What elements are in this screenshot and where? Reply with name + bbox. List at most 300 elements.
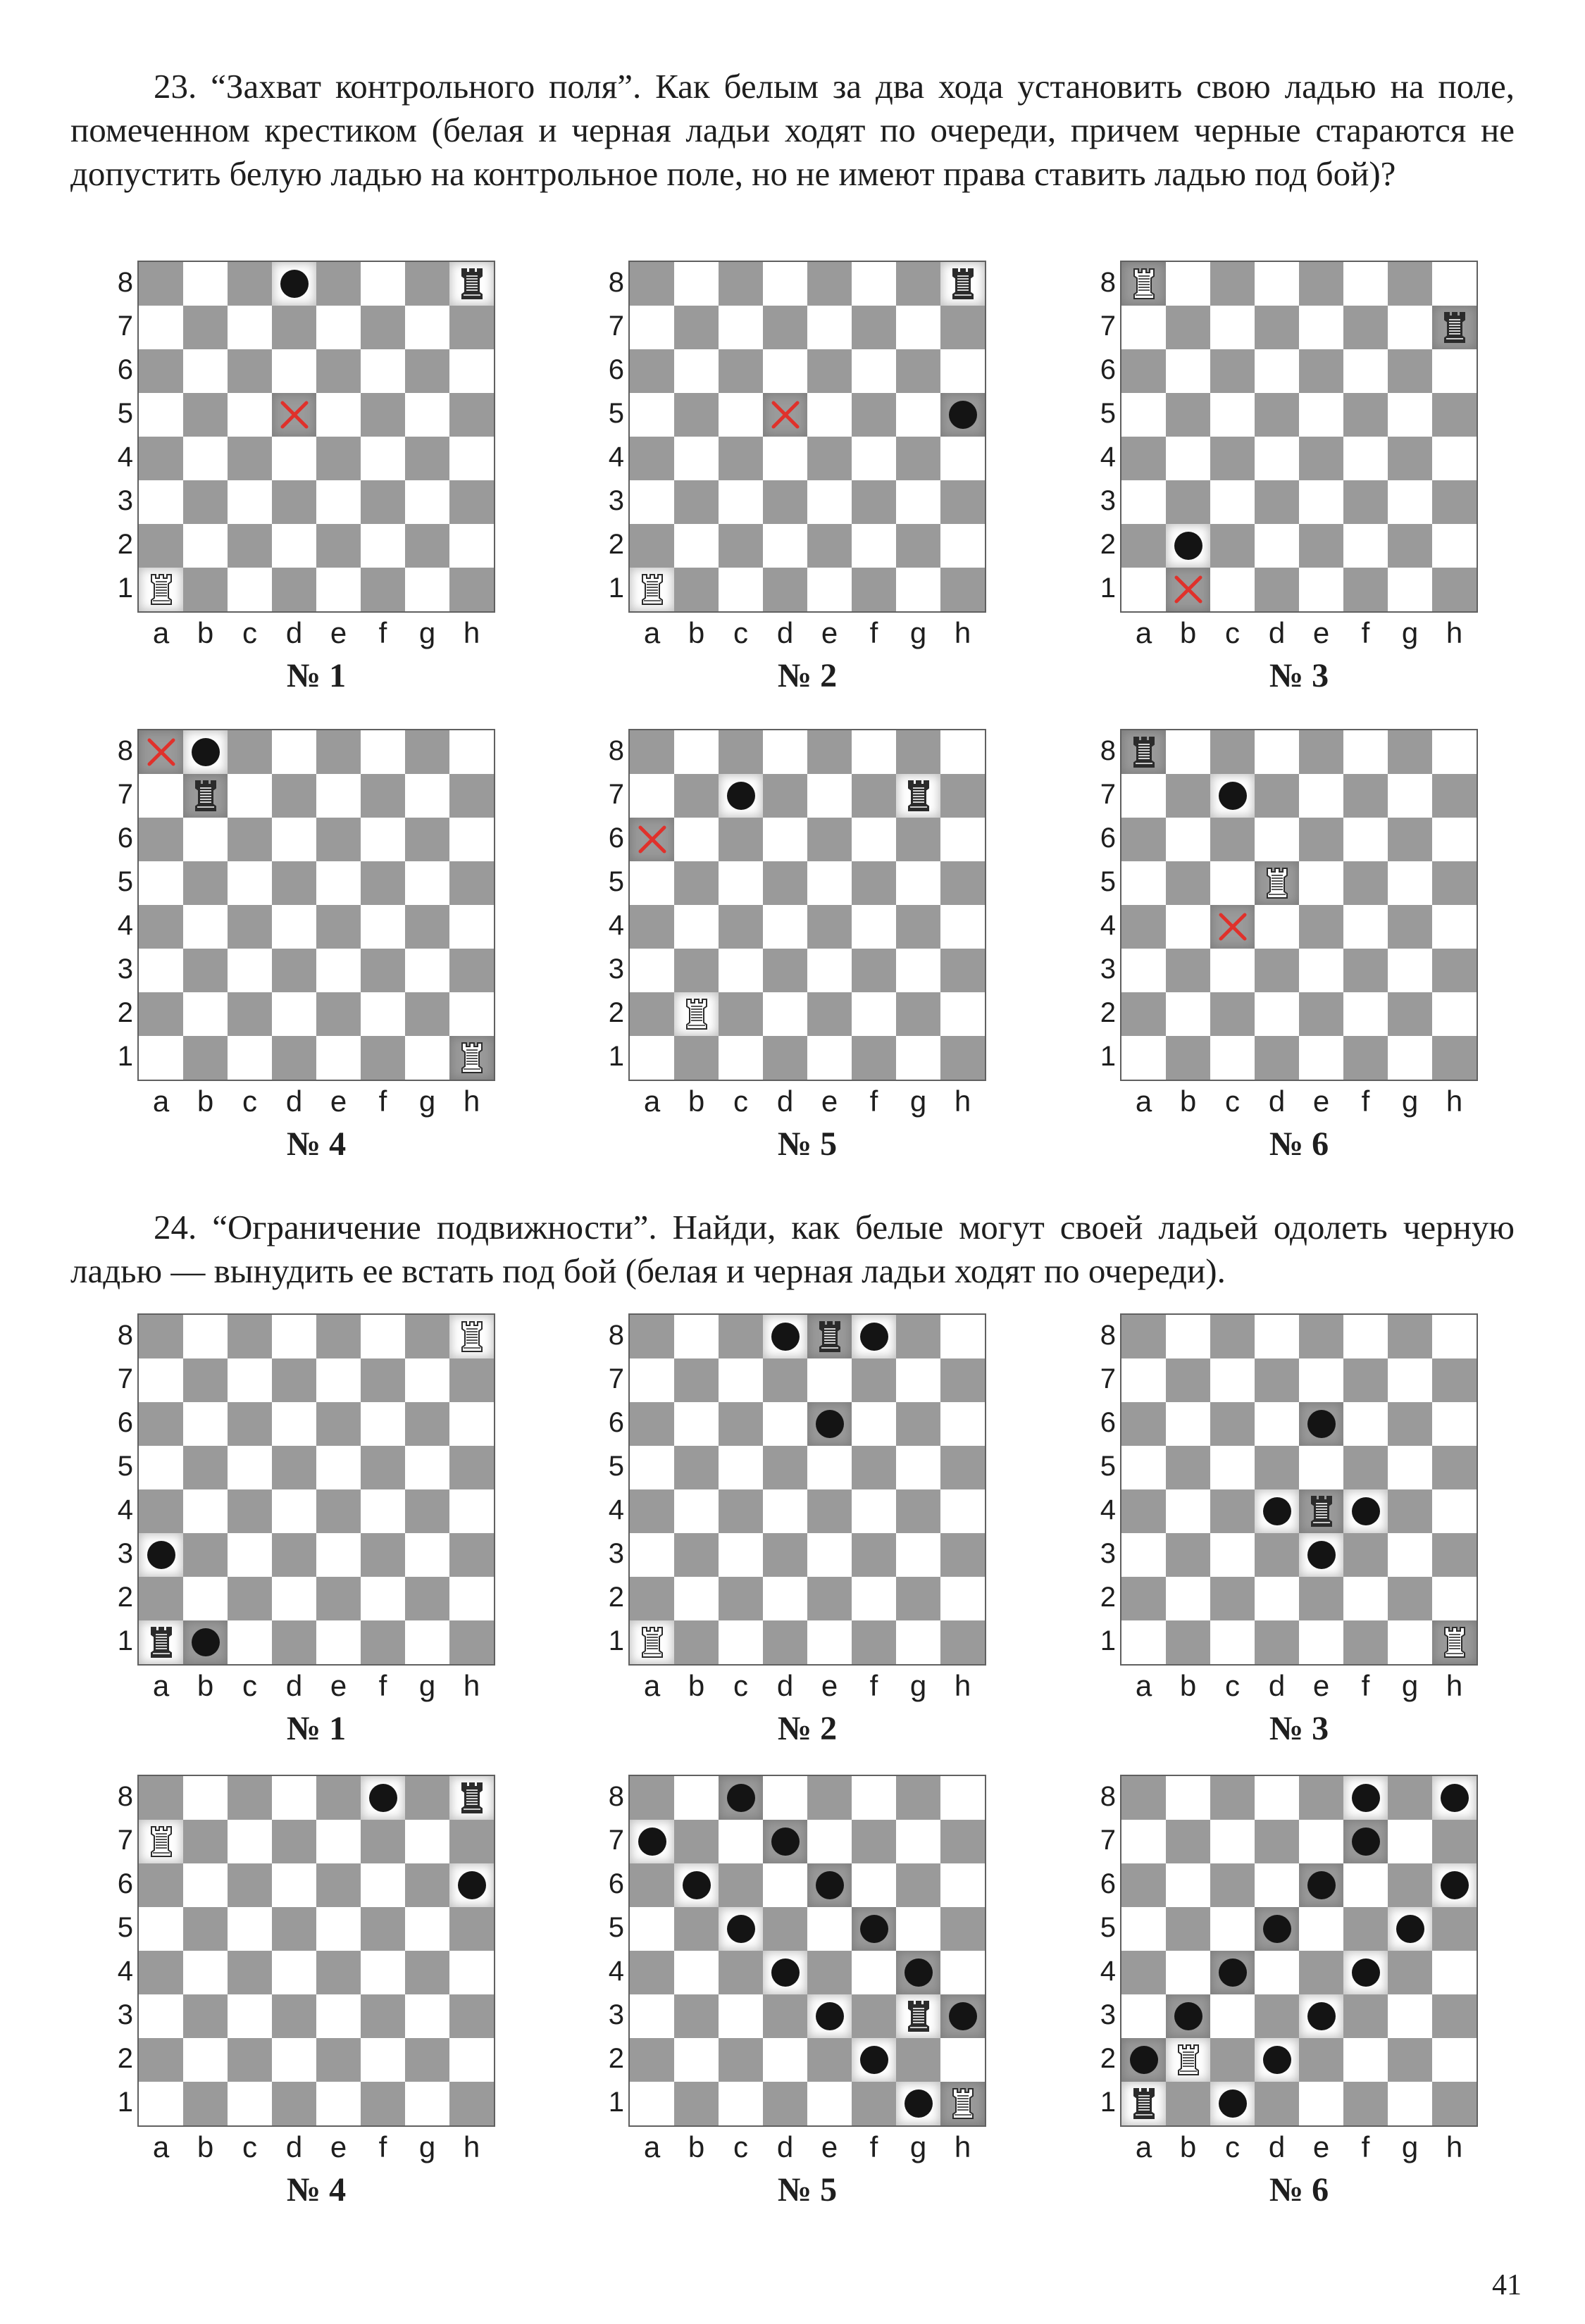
- file-labels: [1121, 613, 1477, 654]
- square-h1: [940, 1036, 985, 1080]
- square-g1: [405, 1036, 449, 1080]
- square-h2: [449, 992, 494, 1036]
- square-d7: [763, 1358, 807, 1402]
- square-g4: [1388, 1489, 1432, 1533]
- square-a1: [139, 1036, 183, 1080]
- square-e3: [316, 1994, 361, 2038]
- rank-label: 4: [117, 910, 133, 941]
- square-e3: [1299, 949, 1343, 992]
- square-e2: [316, 524, 361, 568]
- rank-label: 3: [117, 1999, 133, 2030]
- square-c3: [719, 1533, 763, 1577]
- square-e3: [807, 1533, 852, 1577]
- square-b4: [674, 1489, 719, 1533]
- square-b7: [1166, 1820, 1210, 1863]
- square-a1: [139, 568, 183, 611]
- file-label: h: [954, 2130, 971, 2163]
- square-d3: [272, 949, 316, 992]
- square-g3: [1388, 1994, 1432, 2038]
- square-b4: [183, 1489, 228, 1533]
- file-label: g: [909, 1085, 927, 1118]
- square-b4: [674, 905, 719, 949]
- square-f6: [361, 1402, 405, 1446]
- square-g5: [405, 393, 449, 437]
- square-e6: [807, 349, 852, 393]
- square-c5: [719, 1446, 763, 1489]
- square-d8: [1255, 1776, 1299, 1820]
- rank-label: 1: [117, 1625, 133, 1656]
- target-cross-icon: [1215, 909, 1250, 944]
- square-g4: [405, 905, 449, 949]
- chessboard: [628, 1313, 986, 1666]
- square-f3: [852, 949, 896, 992]
- file-label: f: [869, 616, 878, 649]
- problem_23-board-1: [117, 261, 532, 694]
- square-e8: [316, 730, 361, 774]
- square-c7: [1210, 774, 1255, 818]
- square-f8: [852, 1776, 896, 1820]
- file-label: h: [463, 2130, 480, 2163]
- square-h3: [1432, 480, 1477, 524]
- square-d1: [1255, 2082, 1299, 2125]
- square-f3: [1343, 480, 1388, 524]
- file-labels: [630, 1666, 985, 1706]
- file-label: b: [1179, 2130, 1197, 2163]
- square-b5: [183, 393, 228, 437]
- file-labels: [139, 1081, 494, 1122]
- problem_24-board-1: [117, 1313, 532, 1747]
- square-b2: [183, 524, 228, 568]
- square-c1: [1210, 568, 1255, 611]
- square-g2: [1388, 992, 1432, 1036]
- square-f2: [1343, 2038, 1388, 2082]
- target-cross-icon: [277, 397, 312, 432]
- square-b6: [674, 818, 719, 861]
- square-a1: [630, 568, 674, 611]
- square-g8: [896, 1315, 940, 1358]
- square-b8: [1166, 1776, 1210, 1820]
- square-e7: [1299, 774, 1343, 818]
- square-c2: [228, 992, 272, 1036]
- problem-23-text: 23. “Захват контрольного поля”. Как белым за два хода установить свою ладью на поле, помеченном крестиком (белая и черная ладьи ходят по очереди, причем черные стараются не допустить белую ладью на контрольное поле, но не имеют права ставить ладью под бой)?: [70, 67, 1515, 193]
- file-label: d: [285, 1669, 303, 1702]
- square-c4: [228, 437, 272, 480]
- square-b1: [1166, 1620, 1210, 1664]
- square-a8: [1121, 262, 1166, 306]
- square-h4: [940, 437, 985, 480]
- rank-label: 8: [1100, 1320, 1116, 1351]
- square-c3: [719, 480, 763, 524]
- square-h7: [449, 1820, 494, 1863]
- square-a4: [630, 905, 674, 949]
- square-c6: [719, 818, 763, 861]
- square-c1: [719, 1620, 763, 1664]
- square-h4: [449, 905, 494, 949]
- file-label: h: [463, 1669, 480, 1702]
- rank-labels: [600, 261, 624, 610]
- square-e5: [1299, 1907, 1343, 1951]
- square-c8: [719, 262, 763, 306]
- square-f5: [852, 861, 896, 905]
- square-e8: [807, 1315, 852, 1358]
- square-b1: [183, 2082, 228, 2125]
- square-a1: [1121, 1620, 1166, 1664]
- square-h1: [940, 2082, 985, 2125]
- square-f1: [361, 1036, 405, 1080]
- square-h6: [940, 1863, 985, 1907]
- white-rook-icon: [149, 1825, 173, 1858]
- rank-label: 4: [1100, 1956, 1116, 1987]
- square-e2: [1299, 524, 1343, 568]
- square-d7: [1255, 306, 1299, 349]
- square-g8: [896, 262, 940, 306]
- square-f8: [1343, 262, 1388, 306]
- square-f2: [361, 524, 405, 568]
- square-b2: [1166, 524, 1210, 568]
- black-dot-icon: [1263, 1915, 1291, 1943]
- square-g5: [405, 1907, 449, 1951]
- file-label: a: [1135, 616, 1152, 649]
- square-c6: [1210, 349, 1255, 393]
- square-g7: [405, 1358, 449, 1402]
- rank-label: 8: [608, 735, 624, 766]
- square-d4: [1255, 1951, 1299, 1994]
- square-h8: [940, 262, 985, 306]
- black-dot-icon: [192, 1628, 220, 1656]
- rank-label: 1: [117, 2087, 133, 2118]
- problem_24-board-2: [608, 1313, 1023, 1747]
- square-d8: [272, 1776, 316, 1820]
- square-a3: [139, 1533, 183, 1577]
- black-dot-icon: [1307, 1541, 1336, 1569]
- file-label: c: [1225, 2130, 1240, 2163]
- square-c3: [719, 949, 763, 992]
- rank-label: 5: [608, 398, 624, 429]
- square-h1: [449, 1620, 494, 1664]
- square-f8: [852, 1315, 896, 1358]
- square-a4: [1121, 1951, 1166, 1994]
- square-b4: [183, 905, 228, 949]
- square-h8: [1432, 1776, 1477, 1820]
- square-d6: [272, 818, 316, 861]
- rank-label: 4: [1100, 910, 1116, 941]
- board-caption: № 2: [777, 1710, 838, 1747]
- square-h7: [1432, 774, 1477, 818]
- square-h5: [940, 861, 985, 905]
- square-d2: [763, 992, 807, 1036]
- square-a6: [1121, 1863, 1166, 1907]
- square-f8: [361, 1315, 405, 1358]
- square-g6: [896, 1402, 940, 1446]
- rank-label: 2: [1100, 997, 1116, 1028]
- rank-label: 8: [117, 735, 133, 766]
- square-g7: [896, 306, 940, 349]
- square-g4: [896, 1951, 940, 1994]
- square-f2: [361, 2038, 405, 2082]
- rank-label: 3: [117, 485, 133, 516]
- square-b4: [1166, 437, 1210, 480]
- square-a5: [139, 1907, 183, 1951]
- square-d2: [272, 524, 316, 568]
- square-a1: [630, 1036, 674, 1080]
- file-label: e: [1312, 2130, 1330, 2163]
- square-b2: [674, 1577, 719, 1620]
- square-b7: [1166, 1358, 1210, 1402]
- white-rook-icon: [640, 1626, 664, 1658]
- target-cross-icon: [144, 735, 179, 770]
- square-d4: [763, 905, 807, 949]
- square-h6: [449, 1863, 494, 1907]
- square-c7: [1210, 1820, 1255, 1863]
- problem_24-board-4: [117, 1775, 532, 2209]
- rank-label: 4: [608, 442, 624, 473]
- square-g3: [896, 949, 940, 992]
- square-h2: [449, 524, 494, 568]
- square-c2: [228, 1577, 272, 1620]
- square-e2: [807, 2038, 852, 2082]
- square-g2: [896, 1577, 940, 1620]
- square-a1: [1121, 1036, 1166, 1080]
- square-a1: [630, 1620, 674, 1664]
- square-b3: [1166, 480, 1210, 524]
- file-labels: [1121, 1081, 1477, 1122]
- square-f7: [1343, 774, 1388, 818]
- square-c3: [228, 949, 272, 992]
- square-b7: [674, 306, 719, 349]
- square-f1: [361, 1620, 405, 1664]
- square-g7: [1388, 306, 1432, 349]
- file-label: h: [1446, 1085, 1463, 1118]
- square-d7: [763, 306, 807, 349]
- black-dot-icon: [727, 1915, 755, 1943]
- square-c5: [1210, 1907, 1255, 1951]
- square-h8: [940, 730, 985, 774]
- square-b6: [1166, 818, 1210, 861]
- file-label: f: [378, 1085, 387, 1118]
- square-a4: [139, 1951, 183, 1994]
- square-d1: [763, 568, 807, 611]
- square-a3: [139, 949, 183, 992]
- square-a5: [1121, 1907, 1166, 1951]
- square-g8: [896, 730, 940, 774]
- black-dot-icon: [1307, 1871, 1336, 1899]
- square-g6: [896, 818, 940, 861]
- file-label: f: [1361, 616, 1370, 649]
- square-g8: [405, 730, 449, 774]
- rank-label: 8: [1100, 1781, 1116, 1812]
- file-label: d: [285, 2130, 303, 2163]
- square-c1: [719, 568, 763, 611]
- page-number: 41: [1492, 2269, 1522, 2301]
- square-b2: [183, 2038, 228, 2082]
- square-b2: [674, 524, 719, 568]
- square-f1: [852, 1620, 896, 1664]
- square-a6: [1121, 349, 1166, 393]
- square-d6: [1255, 1863, 1299, 1907]
- square-f8: [361, 730, 405, 774]
- square-b8: [183, 262, 228, 306]
- square-h1: [1432, 568, 1477, 611]
- black-dot-icon: [1352, 1958, 1380, 1987]
- square-e7: [316, 1820, 361, 1863]
- square-f6: [1343, 818, 1388, 861]
- square-b3: [674, 1994, 719, 2038]
- square-d7: [1255, 1358, 1299, 1402]
- square-b6: [674, 1863, 719, 1907]
- file-label: b: [688, 2130, 705, 2163]
- file-label: b: [1179, 616, 1197, 649]
- rank-label: 1: [608, 1041, 624, 1072]
- square-c4: [1210, 437, 1255, 480]
- square-c4: [228, 905, 272, 949]
- rank-label: 5: [117, 866, 133, 897]
- square-h6: [940, 349, 985, 393]
- file-label: e: [821, 1085, 838, 1118]
- file-label: c: [242, 616, 257, 649]
- file-label: e: [330, 616, 347, 649]
- board-caption: № 1: [286, 657, 347, 694]
- rank-label: 8: [117, 267, 133, 298]
- square-h5: [1432, 1907, 1477, 1951]
- square-g5: [896, 393, 940, 437]
- file-label: e: [821, 616, 838, 649]
- square-g4: [1388, 437, 1432, 480]
- problem_23-board-4: [117, 729, 532, 1163]
- file-label: a: [643, 616, 661, 649]
- file-labels: [630, 1081, 985, 1122]
- square-b7: [1166, 774, 1210, 818]
- white-rook-icon: [460, 1042, 484, 1074]
- square-a4: [139, 1489, 183, 1533]
- square-e6: [807, 1402, 852, 1446]
- square-a5: [139, 1446, 183, 1489]
- square-b6: [1166, 1863, 1210, 1907]
- square-a1: [139, 1620, 183, 1664]
- square-a6: [139, 818, 183, 861]
- square-h6: [940, 818, 985, 861]
- black-dot-icon: [771, 1828, 800, 1856]
- square-b1: [674, 2082, 719, 2125]
- square-b6: [183, 349, 228, 393]
- square-h1: [449, 2082, 494, 2125]
- rank-label: 1: [1100, 1041, 1116, 1072]
- square-d2: [1255, 2038, 1299, 2082]
- square-b4: [674, 437, 719, 480]
- rank-label: 2: [608, 997, 624, 1028]
- rank-label: 7: [117, 311, 133, 342]
- file-label: e: [330, 2130, 347, 2163]
- square-d3: [1255, 1994, 1299, 2038]
- square-c3: [228, 1533, 272, 1577]
- problem_24-board-6: [1100, 1775, 1515, 2209]
- square-c6: [228, 349, 272, 393]
- square-g2: [405, 992, 449, 1036]
- square-d2: [1255, 992, 1299, 1036]
- square-g3: [405, 1533, 449, 1577]
- square-c8: [228, 1776, 272, 1820]
- file-label: c: [242, 2130, 257, 2163]
- square-d2: [272, 992, 316, 1036]
- file-labels: [139, 2127, 494, 2168]
- square-f1: [852, 568, 896, 611]
- square-d4: [1255, 1489, 1299, 1533]
- rank-label: 8: [608, 1781, 624, 1812]
- square-e2: [316, 2038, 361, 2082]
- square-f1: [1343, 1620, 1388, 1664]
- square-a2: [1121, 1577, 1166, 1620]
- file-label: g: [909, 2130, 927, 2163]
- square-g5: [1388, 1907, 1432, 1951]
- square-g6: [405, 818, 449, 861]
- problem_23-board-3: [1100, 261, 1515, 694]
- square-f7: [361, 774, 405, 818]
- rank-label: 2: [117, 997, 133, 1028]
- square-d3: [272, 1533, 316, 1577]
- square-b8: [183, 1315, 228, 1358]
- square-c2: [1210, 992, 1255, 1036]
- file-label: a: [152, 2130, 170, 2163]
- file-labels: [139, 1666, 494, 1706]
- square-c5: [719, 861, 763, 905]
- file-label: g: [909, 616, 927, 649]
- rank-labels: [109, 261, 133, 610]
- square-h3: [1432, 1533, 1477, 1577]
- rank-label: 2: [608, 529, 624, 560]
- square-h8: [449, 730, 494, 774]
- square-f7: [361, 1820, 405, 1863]
- problem_23-board-2: [608, 261, 1023, 694]
- square-d1: [1255, 568, 1299, 611]
- square-c2: [719, 2038, 763, 2082]
- square-e5: [316, 393, 361, 437]
- rank-label: 6: [1100, 823, 1116, 854]
- square-h7: [449, 306, 494, 349]
- rank-label: 7: [1100, 311, 1116, 342]
- square-a7: [630, 306, 674, 349]
- square-g4: [405, 437, 449, 480]
- square-d4: [763, 437, 807, 480]
- square-d5: [763, 1907, 807, 1951]
- rank-label: 2: [117, 1582, 133, 1613]
- square-a1: [630, 2082, 674, 2125]
- file-label: h: [463, 616, 480, 649]
- square-d5: [1255, 393, 1299, 437]
- square-h5: [449, 1446, 494, 1489]
- square-d2: [763, 2038, 807, 2082]
- square-h5: [449, 1907, 494, 1951]
- square-b3: [1166, 949, 1210, 992]
- problem_23-board-6: [1100, 729, 1515, 1163]
- file-label: b: [688, 616, 705, 649]
- rank-label: 7: [608, 1363, 624, 1394]
- rank-label: 5: [1100, 1451, 1116, 1482]
- square-c1: [228, 568, 272, 611]
- square-h3: [1432, 1994, 1477, 2038]
- square-d8: [763, 1776, 807, 1820]
- square-a8: [630, 262, 674, 306]
- square-b4: [183, 437, 228, 480]
- square-a8: [1121, 1776, 1166, 1820]
- square-h4: [1432, 1951, 1477, 1994]
- square-b2: [183, 1577, 228, 1620]
- square-d3: [763, 1533, 807, 1577]
- chessboard: [1120, 729, 1478, 1081]
- file-label: c: [733, 616, 748, 649]
- square-g3: [896, 1533, 940, 1577]
- rank-label: 6: [1100, 354, 1116, 385]
- square-b7: [674, 1820, 719, 1863]
- square-b5: [1166, 393, 1210, 437]
